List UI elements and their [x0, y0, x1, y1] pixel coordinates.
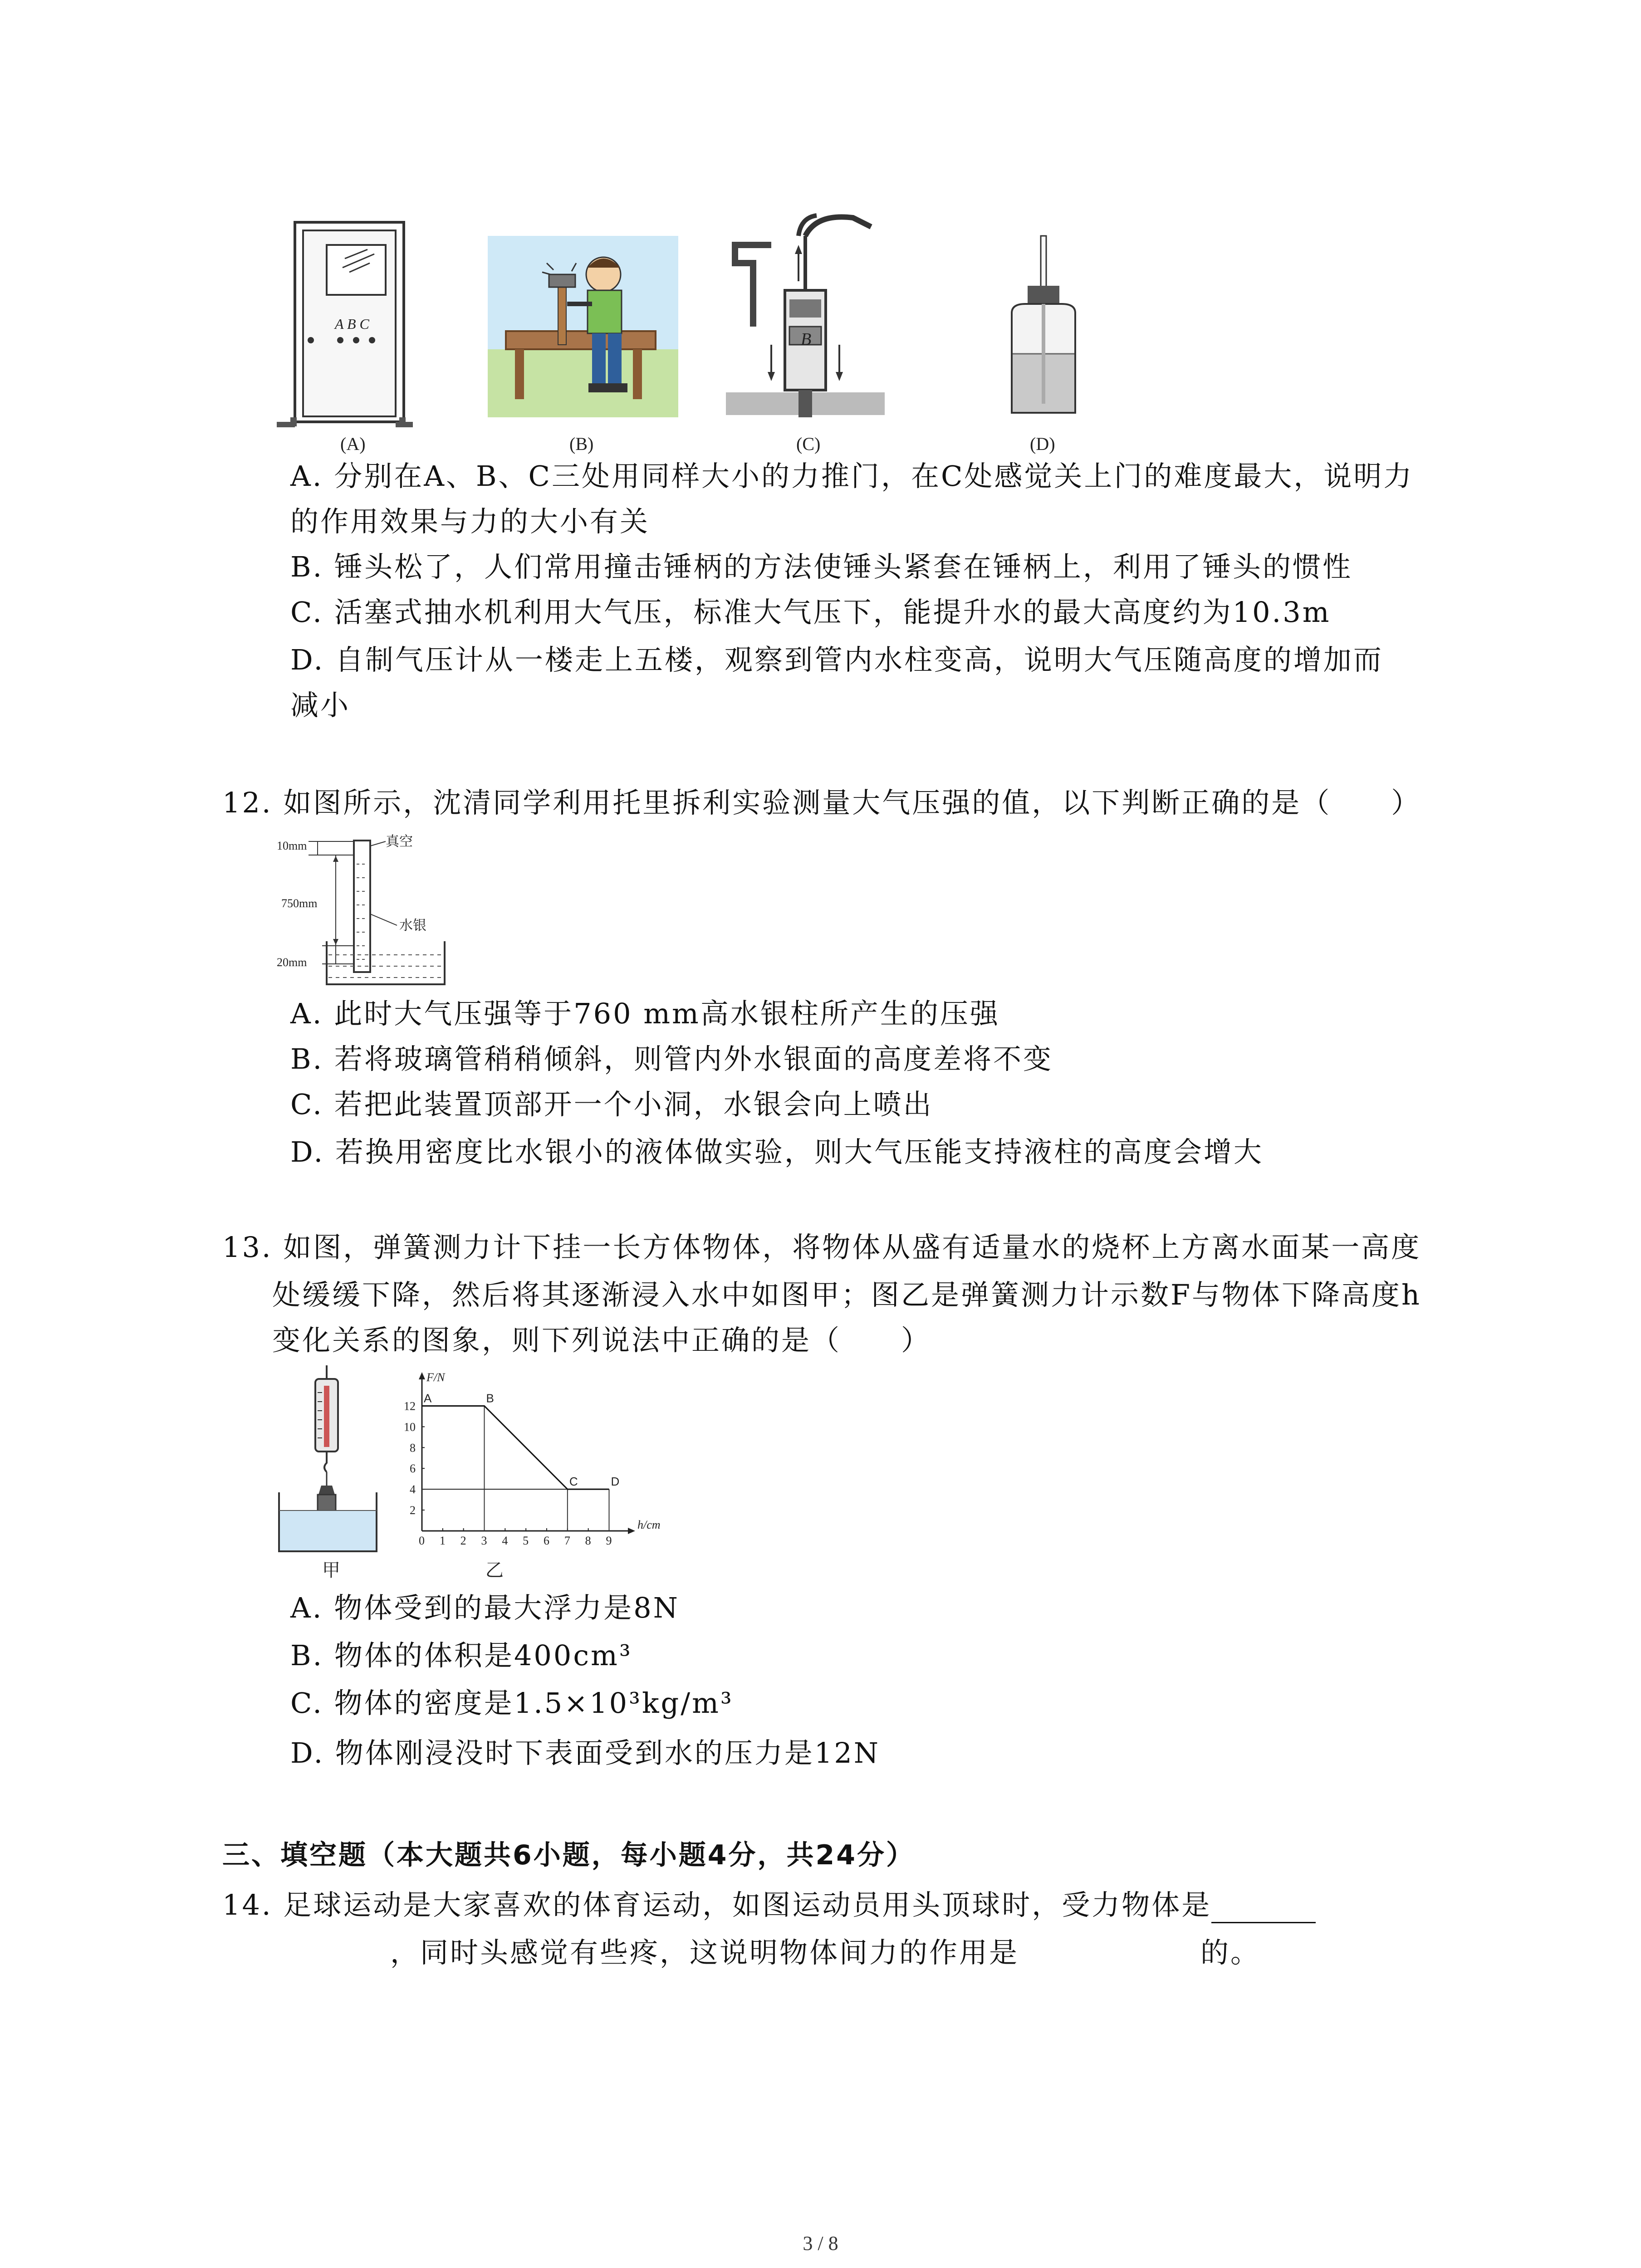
- y-tick-label: 10: [404, 1420, 416, 1434]
- q11-option-a-cont: 的作用效果与力的大小有关: [290, 505, 650, 538]
- q14-text-3: 的。: [1200, 1936, 1261, 1969]
- x-tick-label: 8: [585, 1534, 591, 1547]
- x-tick-label: 5: [523, 1534, 529, 1547]
- spring-scale-figure: [277, 1365, 381, 1556]
- answer-blank-2[interactable]: [1019, 1935, 1200, 1962]
- q11-option-c: C. 活塞式抽水机利用大气压，标准大气压下，能提升水的最大高度约为10.3m: [290, 596, 1331, 629]
- x-tick-label: 9: [606, 1534, 612, 1547]
- x-tick-label: 1: [439, 1534, 446, 1547]
- door-figure: [277, 218, 413, 431]
- label-750mm: 750mm: [281, 897, 318, 910]
- fig-caption-yi: 乙: [485, 1560, 504, 1580]
- label-mercury: 水银: [399, 918, 426, 934]
- q12-option-c: C. 若把此装置顶部开一个小洞，水银会向上喷出: [290, 1088, 933, 1121]
- pump-figure: [726, 209, 885, 426]
- q14-line-1: [222, 1887, 1316, 1923]
- x-axis-label: h/cm: [637, 1518, 661, 1531]
- q12-option-d: D. 若换用密度比水银小的液体做实验，则大气压能支持液柱的高度会增大: [290, 1135, 1264, 1168]
- x-axis-arrow: [628, 1528, 635, 1534]
- label-10mm: 10mm: [277, 839, 307, 852]
- caption-c: (C): [796, 434, 821, 454]
- x-tick-label: 4: [502, 1534, 508, 1547]
- q13-option-b: B. 物体的体积是400cm³: [290, 1639, 632, 1672]
- q13-option-d: D. 物体刚浸没时下表面受到水的压力是12N: [290, 1736, 881, 1769]
- q13-stem-1: 13. 如图，弹簧测力计下挂一长方体物体，将物体从盛有适量水的烧杯上方离水面某一高度: [222, 1231, 1421, 1264]
- section-title: 三、填空题（本大题共6小题，每小题4分，共24分）: [222, 1839, 915, 1871]
- x-tick-label: 7: [564, 1534, 570, 1547]
- y-tick-label: 12: [404, 1399, 416, 1413]
- x-tick-label: 2: [460, 1534, 466, 1547]
- hammer-figure: [488, 236, 678, 417]
- q13-stem-2: 处缓缓下降，然后将其逐渐浸入水中如图甲；图乙是弹簧测力计示数F与物体下降高度h: [272, 1278, 1421, 1311]
- point-label: C: [569, 1475, 578, 1489]
- q13-option-a: A. 物体受到的最大浮力是8N: [290, 1591, 680, 1624]
- q14-line-2: [390, 1935, 1260, 1971]
- q13-stem-3: 变化关系的图象，则下列说法中正确的是（ ）: [272, 1324, 931, 1357]
- q12-option-b: B. 若将玻璃管稍稍倾斜，则管内外水银面的高度差将不变: [290, 1042, 1053, 1075]
- series-line: [422, 1406, 609, 1489]
- point-label: A: [424, 1391, 432, 1405]
- y-tick-label: 4: [410, 1483, 416, 1496]
- y-tick-label: 8: [410, 1441, 416, 1455]
- q11-option-a: A. 分别在A、B、C三处用同样大小的力推门，在C处感觉关上门的难度最大，说明力: [290, 459, 1414, 493]
- q12-stem: 12. 如图所示，沈清同学利用托里拆利实验测量大气压强的值，以下判断正确的是（ ）: [222, 786, 1421, 819]
- y-axis-arrow: [419, 1372, 425, 1379]
- barometer-figure: [1003, 236, 1084, 422]
- answer-blank-1[interactable]: [1211, 1895, 1316, 1923]
- caption-d: (D): [1030, 434, 1055, 454]
- door-labels: A B C: [335, 316, 369, 332]
- q13-option-c: C. 物体的密度是1.5×10³kg/m³: [290, 1686, 734, 1720]
- q11-option-d: D. 自制气压计从一楼走上五楼，观察到管内水柱变高，说明大气压随高度的增加而: [290, 643, 1383, 676]
- point-label: D: [611, 1475, 620, 1489]
- x-tick-label: 6: [544, 1534, 549, 1547]
- q14-text-1: 14. 足球运动是大家喜欢的体育运动，如图运动员用头顶球时，受力物体是: [222, 1888, 1212, 1921]
- q11-option-b: B. 锤头松了，人们常用撞击锤柄的方法使锤头紧套在锤柄上，利用了锤头的惯性: [290, 550, 1352, 583]
- caption-a: (A): [340, 434, 366, 454]
- y-axis-label: F/N: [426, 1371, 445, 1384]
- q11-option-d-cont: 减小: [290, 689, 351, 722]
- y-tick-label: 6: [410, 1462, 416, 1476]
- y-tick-label: 2: [410, 1504, 416, 1517]
- q14-text-2: ，同时头感觉有些疼，这说明物体间力的作用是: [390, 1936, 1019, 1969]
- pump-label: B: [801, 330, 812, 349]
- label-20mm: 20mm: [277, 956, 307, 969]
- q12-option-a: A. 此时大气压强等于760 mm高水银柱所产生的压强: [290, 997, 1000, 1030]
- caption-b: (B): [569, 434, 594, 454]
- torricelli-figure: [277, 828, 472, 996]
- point-label: B: [486, 1391, 494, 1405]
- fig-caption-jia: 甲: [322, 1560, 340, 1580]
- page-number: 3 / 8: [803, 2232, 838, 2254]
- x-tick-label: 0: [419, 1534, 425, 1547]
- x-tick-label: 3: [481, 1534, 487, 1547]
- label-vacuum: 真空: [386, 834, 413, 850]
- f-h-chart: [390, 1371, 661, 1558]
